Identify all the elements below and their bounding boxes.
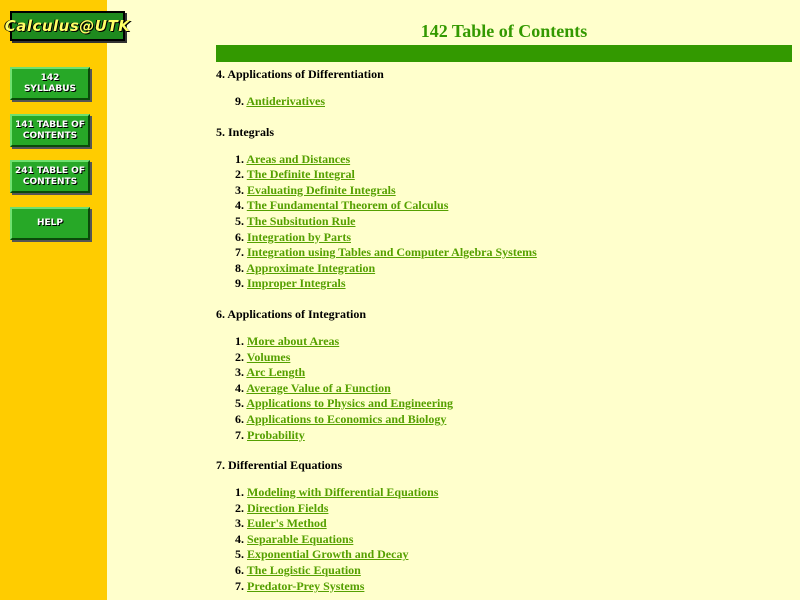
section-number: 9. bbox=[235, 94, 244, 108]
section-number: 6. bbox=[235, 563, 244, 578]
section-list-item bbox=[235, 412, 796, 428]
section-list-item bbox=[235, 94, 796, 110]
section-list-item bbox=[235, 516, 796, 532]
section-list-item bbox=[235, 532, 796, 548]
section-number: 1. bbox=[235, 485, 244, 500]
section-link[interactable]: Arc Length bbox=[246, 365, 306, 380]
section-number: 5. bbox=[235, 213, 244, 228]
chapter-heading: 4. Applications of Differentiation bbox=[216, 67, 384, 81]
section-number: 1. bbox=[235, 151, 244, 166]
section-number: 5. bbox=[235, 547, 244, 562]
page-title: 142 Table of Contents bbox=[420, 21, 588, 41]
table-of-contents bbox=[216, 65, 796, 600]
section-list-item bbox=[235, 381, 796, 397]
section-link[interactable]: The Subsitution Rule bbox=[246, 213, 356, 228]
section-link[interactable]: The Definite Integral bbox=[246, 167, 355, 182]
button-label: 141 TABLE OF CONTENTS bbox=[14, 119, 85, 141]
section-link[interactable]: Integration using Tables and Computer Algebra Systems bbox=[247, 245, 537, 260]
section-list-item bbox=[235, 334, 796, 350]
section-number: 8. bbox=[235, 260, 244, 275]
section-list-item bbox=[235, 230, 796, 246]
section-link[interactable]: Integration by Parts bbox=[247, 229, 351, 244]
section-number: 7. bbox=[235, 427, 244, 442]
section-list bbox=[216, 152, 796, 292]
section-number: 2. bbox=[235, 167, 244, 182]
section-number: 7. bbox=[235, 245, 244, 260]
section-link[interactable]: Approximate Integration bbox=[246, 260, 376, 275]
chapter-heading: 7. Differential Equations bbox=[216, 458, 343, 473]
section-link[interactable]: Average Value of a Function bbox=[246, 380, 391, 395]
chapter-heading: 6. Applications of Integration bbox=[216, 306, 367, 321]
section-link[interactable]: Improper Integrals bbox=[247, 276, 346, 291]
section-number: 5. bbox=[235, 396, 244, 411]
section-number: 6. bbox=[235, 411, 244, 426]
logo-text: Calculus@UTK bbox=[4, 17, 131, 35]
section-link[interactable]: The Fundamental Theorem of Calculus bbox=[246, 198, 449, 213]
section-link[interactable]: Euler's Method bbox=[247, 516, 327, 531]
section-list-item bbox=[235, 214, 796, 230]
section-number: 3. bbox=[235, 182, 244, 197]
section-list-item bbox=[235, 485, 796, 501]
section-link[interactable]: More about Areas bbox=[247, 333, 340, 348]
section-list-item bbox=[235, 563, 796, 579]
section-list-item bbox=[235, 350, 796, 366]
toc-241-button[interactable] bbox=[10, 160, 90, 193]
section-list-item bbox=[235, 501, 796, 517]
calculus-utk-logo[interactable] bbox=[4, 11, 131, 41]
chapter-heading: 5. Integrals bbox=[216, 124, 274, 139]
section-number: 4. bbox=[235, 198, 244, 213]
section-link[interactable]: Exponential Growth and Decay bbox=[247, 547, 409, 562]
section-link[interactable]: Probability bbox=[247, 427, 305, 442]
help-button[interactable] bbox=[10, 207, 90, 240]
section-list-item bbox=[235, 547, 796, 563]
section-list-item bbox=[235, 261, 796, 277]
section-link[interactable]: Antiderivatives bbox=[246, 94, 325, 108]
section-list-item bbox=[235, 396, 796, 412]
title-divider-bar bbox=[216, 45, 792, 62]
syllabus-142-button[interactable] bbox=[10, 67, 90, 100]
button-label: 142 SYLLABUS bbox=[23, 72, 77, 94]
section-link[interactable]: Applications to Physics and Engineering bbox=[246, 396, 454, 411]
section-list bbox=[216, 334, 796, 443]
section-number: 6. bbox=[235, 229, 244, 244]
section-number: 3. bbox=[235, 365, 244, 380]
section-link[interactable]: Separable Equations bbox=[247, 531, 354, 546]
section-number: 4. bbox=[235, 380, 244, 395]
section-list-item bbox=[235, 152, 796, 168]
section-link[interactable]: Predator-Prey Systems bbox=[247, 578, 365, 593]
section-list-item bbox=[235, 276, 796, 292]
section-link[interactable]: Volumes bbox=[246, 349, 291, 364]
section-list-item bbox=[235, 198, 796, 214]
section-link[interactable]: Areas and Distances bbox=[246, 151, 351, 166]
section-list-item bbox=[235, 428, 796, 444]
section-number: 7. bbox=[235, 578, 244, 593]
section-list-item bbox=[235, 579, 796, 595]
section-list bbox=[216, 94, 796, 110]
section-list-item bbox=[235, 365, 796, 381]
section-list-item bbox=[235, 183, 796, 199]
section-list bbox=[216, 485, 796, 594]
section-number: 1. bbox=[235, 333, 244, 348]
button-label: HELP bbox=[36, 218, 63, 228]
section-number: 4. bbox=[235, 531, 244, 546]
section-number: 2. bbox=[235, 349, 244, 364]
section-link[interactable]: The Logistic Equation bbox=[246, 563, 361, 578]
button-label: 241 TABLE OF CONTENTS bbox=[14, 165, 85, 187]
section-list-item bbox=[235, 245, 796, 261]
section-link[interactable]: Applications to Economics and Biology bbox=[246, 411, 447, 426]
section-link[interactable]: Modeling with Differential Equations bbox=[247, 485, 439, 500]
section-link[interactable]: Evaluating Definite Integrals bbox=[247, 182, 396, 197]
sidebar bbox=[0, 0, 131, 600]
section-link[interactable]: Direction Fields bbox=[247, 500, 329, 515]
toc-141-button[interactable] bbox=[10, 114, 90, 147]
section-list-item bbox=[235, 167, 796, 183]
section-number: 3. bbox=[235, 516, 244, 531]
section-number: 9. bbox=[235, 276, 244, 291]
section-number: 2. bbox=[235, 500, 244, 515]
